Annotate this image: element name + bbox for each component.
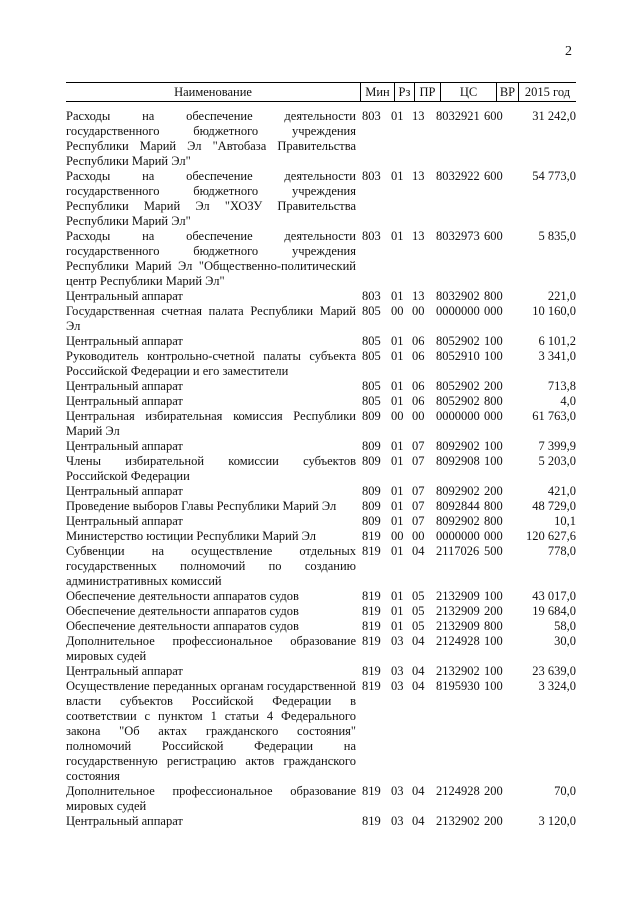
row-cs: 8092902 [436, 514, 480, 528]
table-row [66, 784, 576, 814]
row-rz: 03 [391, 634, 404, 648]
row-name: Расходы на обеспечение деятельности государственного бюджетного учреждения Республики Марий Эл "Автобаза Правительства Республики Марий Эл" [66, 109, 356, 168]
header-cs: ЦС [440, 83, 496, 101]
row-name: Обеспечение деятельности аппаратов судов [66, 619, 299, 633]
row-pr: 00 [412, 304, 425, 318]
row-name: Центральный аппарат [66, 394, 183, 408]
row-name: Обеспечение деятельности аппаратов судов [66, 604, 299, 618]
row-vr: 200 [484, 484, 503, 498]
table-row [66, 604, 576, 619]
table-row [66, 589, 576, 604]
row-vr: 100 [484, 454, 503, 468]
row-name: Центральный аппарат [66, 814, 183, 828]
row-min: 803 [362, 109, 381, 123]
table-row [66, 169, 576, 229]
row-rz: 01 [391, 454, 404, 468]
row-amount: 54 773,0 [532, 169, 576, 183]
row-min: 805 [362, 304, 381, 318]
row-min: 809 [362, 484, 381, 498]
row-name: Расходы на обеспечение деятельности государственного бюджетного учреждения Республики Марий Эл "ХОЗУ Правительства Республики Марий Эл" [66, 169, 356, 228]
row-vr: 800 [484, 499, 503, 513]
table-row [66, 109, 576, 169]
row-cs: 2132909 [436, 604, 480, 618]
row-pr: 07 [412, 499, 425, 513]
row-cs: 8195930 [436, 679, 480, 693]
row-name: Проведение выборов Главы Республики Марий Эл [66, 499, 337, 513]
row-name: Министерство юстиции Республики Марий Эл [66, 529, 316, 543]
table-row [66, 349, 576, 379]
row-rz: 00 [391, 409, 404, 423]
row-amount: 221,0 [547, 289, 576, 303]
header-rz: Рз [394, 83, 414, 101]
row-vr: 100 [484, 349, 503, 363]
row-min: 809 [362, 499, 381, 513]
row-name: Члены избирательной комиссии субъектов Российской Федерации [66, 454, 356, 483]
row-rz: 01 [391, 619, 404, 633]
row-amount: 5 203,0 [538, 454, 576, 468]
row-amount: 120 627,6 [526, 529, 576, 543]
row-vr: 500 [484, 544, 503, 558]
row-cs: 0000000 [436, 409, 480, 423]
row-vr: 000 [484, 529, 503, 543]
row-name: Центральная избирательная комиссия Республики Марий Эл [66, 409, 356, 438]
row-name: Дополнительное профессиональное образование мировых судей [66, 634, 356, 663]
row-rz: 01 [391, 289, 404, 303]
row-cs: 2132909 [436, 589, 480, 603]
row-amount: 48 729,0 [532, 499, 576, 513]
row-vr: 100 [484, 589, 503, 603]
row-min: 805 [362, 349, 381, 363]
row-name: Дополнительное профессиональное образование мировых судей [66, 784, 356, 813]
row-vr: 100 [484, 664, 503, 678]
table-row [66, 664, 576, 679]
table-row [66, 814, 576, 829]
row-vr: 800 [484, 619, 503, 633]
row-amount: 6 101,2 [538, 334, 576, 348]
row-pr: 04 [412, 679, 425, 693]
row-rz: 01 [391, 109, 404, 123]
row-name: Расходы на обеспечение деятельности государственного бюджетного учреждения Республики Марий Эл "Общественно-политический центр Республики Марий Эл" [66, 229, 356, 288]
row-amount: 421,0 [547, 484, 576, 498]
row-pr: 04 [412, 784, 425, 798]
row-min: 819 [362, 544, 381, 558]
row-cs: 8092902 [436, 439, 480, 453]
row-cs: 8052902 [436, 334, 480, 348]
row-cs: 8052902 [436, 379, 480, 393]
header-pr: ПР [414, 83, 440, 101]
row-rz: 00 [391, 529, 404, 543]
row-min: 819 [362, 679, 381, 693]
row-min: 819 [362, 814, 381, 828]
row-pr: 06 [412, 394, 425, 408]
row-vr: 000 [484, 409, 503, 423]
row-vr: 800 [484, 394, 503, 408]
row-min: 819 [362, 664, 381, 678]
row-vr: 100 [484, 439, 503, 453]
row-amount: 10 160,0 [532, 304, 576, 318]
row-rz: 01 [391, 484, 404, 498]
row-pr: 05 [412, 619, 425, 633]
page-number: 2 [565, 44, 572, 59]
row-cs: 0000000 [436, 529, 480, 543]
row-name: Центральный аппарат [66, 664, 183, 678]
row-name: Центральный аппарат [66, 289, 183, 303]
row-vr: 200 [484, 814, 503, 828]
row-cs: 8092902 [436, 484, 480, 498]
row-cs: 2124928 [436, 784, 480, 798]
row-min: 809 [362, 439, 381, 453]
header-vr: ВР [496, 83, 518, 101]
row-cs: 8092844 [436, 499, 480, 513]
row-name: Государственная счетная палата Республики Марий Эл [66, 304, 356, 333]
table-row [66, 289, 576, 304]
row-vr: 100 [484, 679, 503, 693]
row-name: Осуществление переданных органам государственной власти субъектов Российской Федерации в соответствии с пунктом 1 статьи 4 Федерального закона "Об актах гражданского состояния" полномочий Российской Федерации на государственную регистрацию актов гражданского состояния [66, 679, 356, 783]
row-amount: 3 120,0 [538, 814, 576, 828]
row-amount: 778,0 [547, 544, 576, 558]
row-cs: 8052910 [436, 349, 480, 363]
row-cs: 8032921 [436, 109, 480, 123]
row-vr: 600 [484, 109, 503, 123]
row-cs: 8032902 [436, 289, 480, 303]
row-min: 803 [362, 289, 381, 303]
row-rz: 03 [391, 784, 404, 798]
row-min: 819 [362, 784, 381, 798]
row-name: Субвенции на осуществление отдельных государственных полномочий по созданию административных комиссий [66, 544, 356, 588]
row-pr: 04 [412, 664, 425, 678]
row-vr: 100 [484, 334, 503, 348]
table-row [66, 619, 576, 634]
row-amount: 58,0 [554, 619, 576, 633]
row-amount: 30,0 [554, 634, 576, 648]
row-min: 805 [362, 334, 381, 348]
row-min: 819 [362, 529, 381, 543]
row-rz: 01 [391, 604, 404, 618]
row-cs: 0000000 [436, 304, 480, 318]
row-rz: 01 [391, 229, 404, 243]
row-min: 803 [362, 169, 381, 183]
row-rz: 01 [391, 499, 404, 513]
row-pr: 06 [412, 334, 425, 348]
row-pr: 07 [412, 454, 425, 468]
row-pr: 05 [412, 604, 425, 618]
row-name: Центральный аппарат [66, 439, 183, 453]
row-cs: 2124928 [436, 634, 480, 648]
table-row [66, 454, 576, 484]
row-codes [362, 679, 503, 784]
row-cs: 2117026 [436, 544, 480, 558]
row-rz: 01 [391, 349, 404, 363]
row-vr: 200 [484, 784, 503, 798]
row-name: Центральный аппарат [66, 514, 183, 528]
table-row [66, 499, 576, 514]
row-name: Центральный аппарат [66, 334, 183, 348]
row-pr: 07 [412, 484, 425, 498]
row-amount: 10,1 [554, 514, 576, 528]
row-amount: 5 835,0 [538, 229, 576, 243]
table-row [66, 409, 576, 439]
row-pr: 13 [412, 109, 425, 123]
row-rz: 01 [391, 514, 404, 528]
row-name: Центральный аппарат [66, 379, 183, 393]
row-pr: 04 [412, 634, 425, 648]
row-cs: 8032922 [436, 169, 480, 183]
row-amount: 7 399,9 [538, 439, 576, 453]
row-pr: 00 [412, 529, 425, 543]
row-vr: 200 [484, 379, 503, 393]
row-cs: 2132902 [436, 664, 480, 678]
row-min: 803 [362, 229, 381, 243]
table-row [66, 229, 576, 289]
table-header [66, 82, 576, 102]
row-min: 805 [362, 379, 381, 393]
row-vr: 800 [484, 514, 503, 528]
row-name: Обеспечение деятельности аппаратов судов [66, 589, 299, 603]
row-vr: 200 [484, 604, 503, 618]
row-pr: 13 [412, 169, 425, 183]
row-name: Руководитель контрольно-счетной палаты субъекта Российской Федерации и его заместители [66, 349, 356, 378]
row-vr: 600 [484, 229, 503, 243]
row-rz: 03 [391, 679, 404, 693]
row-pr: 13 [412, 289, 425, 303]
row-rz: 01 [391, 334, 404, 348]
row-amount: 43 017,0 [532, 589, 576, 603]
row-cs: 8092908 [436, 454, 480, 468]
row-rz: 01 [391, 439, 404, 453]
row-vr: 800 [484, 289, 503, 303]
row-rz: 01 [391, 589, 404, 603]
row-vr: 100 [484, 634, 503, 648]
row-pr: 07 [412, 439, 425, 453]
row-amount: 4,0 [560, 394, 576, 408]
row-cs: 2132902 [436, 814, 480, 828]
row-amount: 3 324,0 [538, 679, 576, 693]
row-rz: 01 [391, 394, 404, 408]
table-row [66, 484, 576, 499]
table-row [66, 379, 576, 394]
row-amount: 23 639,0 [532, 664, 576, 678]
row-cs: 8032973 [436, 229, 480, 243]
row-pr: 13 [412, 229, 425, 243]
header-min: Мин [360, 83, 394, 101]
row-min: 819 [362, 619, 381, 633]
row-pr: 06 [412, 379, 425, 393]
table-row [66, 634, 576, 664]
row-min: 819 [362, 604, 381, 618]
row-min: 809 [362, 409, 381, 423]
row-vr: 000 [484, 304, 503, 318]
row-rz: 01 [391, 379, 404, 393]
row-rz: 01 [391, 544, 404, 558]
row-pr: 07 [412, 514, 425, 528]
row-rz: 03 [391, 814, 404, 828]
table-row [66, 334, 576, 349]
table-row [66, 679, 576, 784]
table-body [66, 109, 576, 829]
row-name: Центральный аппарат [66, 484, 183, 498]
row-pr: 04 [412, 544, 425, 558]
row-min: 809 [362, 514, 381, 528]
table-row [66, 514, 576, 529]
row-min: 809 [362, 454, 381, 468]
row-pr: 06 [412, 349, 425, 363]
row-pr: 05 [412, 589, 425, 603]
row-min: 805 [362, 394, 381, 408]
row-cs: 2132909 [436, 619, 480, 633]
row-cs: 8052902 [436, 394, 480, 408]
header-name: Наименование [174, 85, 252, 99]
row-rz: 03 [391, 664, 404, 678]
table-row [66, 304, 576, 334]
row-min: 819 [362, 589, 381, 603]
row-amount: 19 684,0 [532, 604, 576, 618]
header-year: 2015 год [518, 83, 576, 101]
row-amount: 70,0 [554, 784, 576, 798]
row-amount: 31 242,0 [532, 109, 576, 123]
row-rz: 01 [391, 169, 404, 183]
row-pr: 04 [412, 814, 425, 828]
table-row [66, 394, 576, 409]
row-vr: 600 [484, 169, 503, 183]
row-codes [362, 814, 503, 919]
table-row [66, 529, 576, 544]
table-row [66, 544, 576, 589]
table-row [66, 439, 576, 454]
row-amount: 713,8 [547, 379, 576, 393]
row-min: 819 [362, 634, 381, 648]
row-rz: 00 [391, 304, 404, 318]
row-amount: 3 341,0 [538, 349, 576, 363]
row-amount: 61 763,0 [532, 409, 576, 423]
row-pr: 00 [412, 409, 425, 423]
